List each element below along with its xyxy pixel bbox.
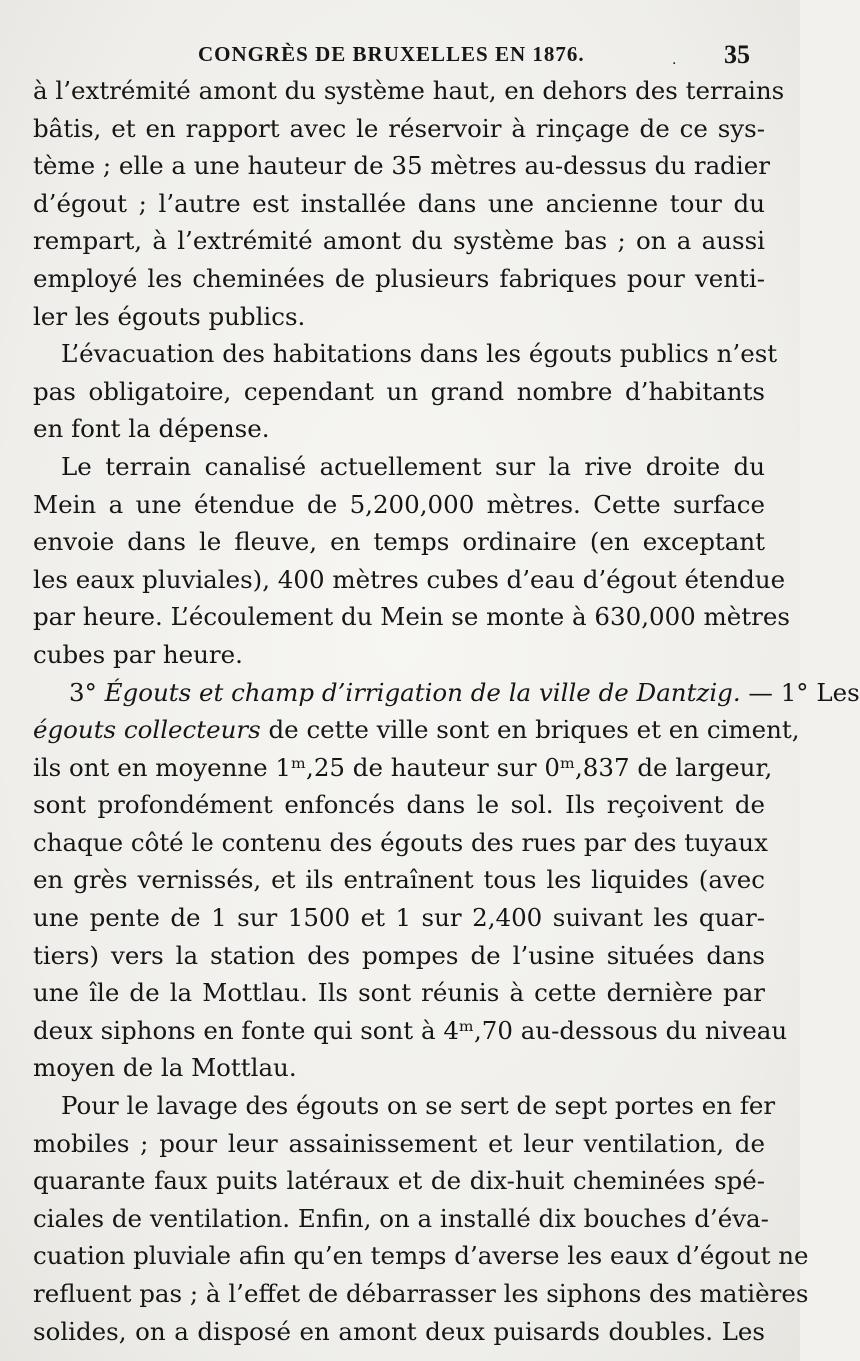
text-line: employé les cheminées de plusieurs fabriques pour venti-: [33, 263, 765, 293]
text-line: Le terrain canalisé actuellement sur la rive droite du: [61, 451, 765, 481]
text-line: Mein a une étendue de 5,200,000 mètres. Cette surface: [33, 489, 765, 519]
text-line: refluent pas ; à l’effet de débarrasser les siphons des matières: [33, 1279, 809, 1308]
text-line: une île de la Mottlau. Ils sont réunis à cette dernière par: [33, 978, 765, 1008]
text-line: envoie dans le fleuve, en temps ordinaire (en exceptant: [33, 527, 765, 557]
page-header: [0, 40, 800, 76]
text-line: chaque côté le contenu des égouts des rues par des tuyaux: [33, 827, 768, 857]
text-line: quarante faux puits latéraux et de dix-huit cheminées spé-: [33, 1166, 765, 1196]
text-line: d’égout ; l’autre est installée dans une ancienne tour du: [33, 188, 765, 218]
text-line: pas obligatoire, cependant un grand nombre d’habitants: [33, 376, 765, 406]
text-line: en font la dépense.: [33, 414, 270, 444]
italic-text: Égouts et champ d’irrigation de la ville de Dantzig.: [104, 677, 741, 707]
text-segment: — 1° Les: [740, 677, 860, 707]
text-line: ler les égouts publics.: [33, 301, 306, 331]
running-title: CONGRÈS DE BRUXELLES EN 1876.: [198, 42, 585, 66]
body-text: [33, 72, 860, 1350]
text-line: tème ; elle a une hauteur de 35 mètres au-dessus du radier: [33, 151, 770, 181]
text-line: cubes par heure.: [33, 639, 243, 669]
text-line: cuation pluviale afin qu’en temps d’averse les eaux d’égout ne: [33, 1241, 809, 1271]
text-line: Pour le lavage des égouts on se sert de sept portes en fer: [61, 1091, 776, 1121]
text-line: L’évacuation des habitations dans les égouts publics n’est: [61, 339, 778, 369]
text-line: bâtis, et en rapport avec le réservoir à rinçage de ce sys-: [33, 113, 765, 143]
text-segment: 3°: [69, 677, 105, 707]
text-line: rempart, à l’extrémité amont du système bas ; on a aussi: [33, 226, 765, 256]
text-line: solides, on a disposé en amont deux puisards doubles. Les: [33, 1316, 765, 1346]
header-dot: ·: [672, 56, 677, 72]
italic-text: égouts collecteurs: [33, 715, 261, 745]
text-line: en grès vernissés, et ils entraînent tous les liquides (avec: [33, 865, 765, 895]
text-line: sont profondément enfoncés dans le sol. Ils reçoivent de: [33, 790, 765, 820]
text-line: mobiles ; pour leur assainissement et leur ventilation, de: [33, 1128, 765, 1158]
text-line: une pente de 1 sur 1500 et 1 sur 2,400 suivant les quar-: [33, 903, 765, 933]
text-line: tiers) vers la station des pompes de l’usine situées dans: [33, 940, 765, 970]
text-line: moyen de la Mottlau.: [33, 1053, 297, 1083]
text-segment: de cette ville sont en briques et en ciment,: [260, 715, 800, 745]
text-line: par heure. L’écoulement du Mein se monte à 630,000 mètres: [33, 602, 790, 632]
text-line: à l’extrémité amont du système haut, en dehors des terrains: [33, 76, 785, 105]
text-line: deux siphons en fonte qui sont à 4ᵐ,70 au-dessous du niveau: [33, 1015, 788, 1045]
page-number: 35: [724, 40, 750, 69]
text-line: ils ont en moyenne 1ᵐ,25 de hauteur sur 0ᵐ,837 de largeur,: [33, 752, 773, 782]
text-line: les eaux pluviales), 400 mètres cubes d’eau d’égout étendue: [33, 564, 786, 594]
text-line: ciales de ventilation. Enfin, on a installé dix bouches d’éva-: [33, 1203, 769, 1233]
text-line: [33, 711, 800, 749]
text-line: [33, 674, 860, 712]
